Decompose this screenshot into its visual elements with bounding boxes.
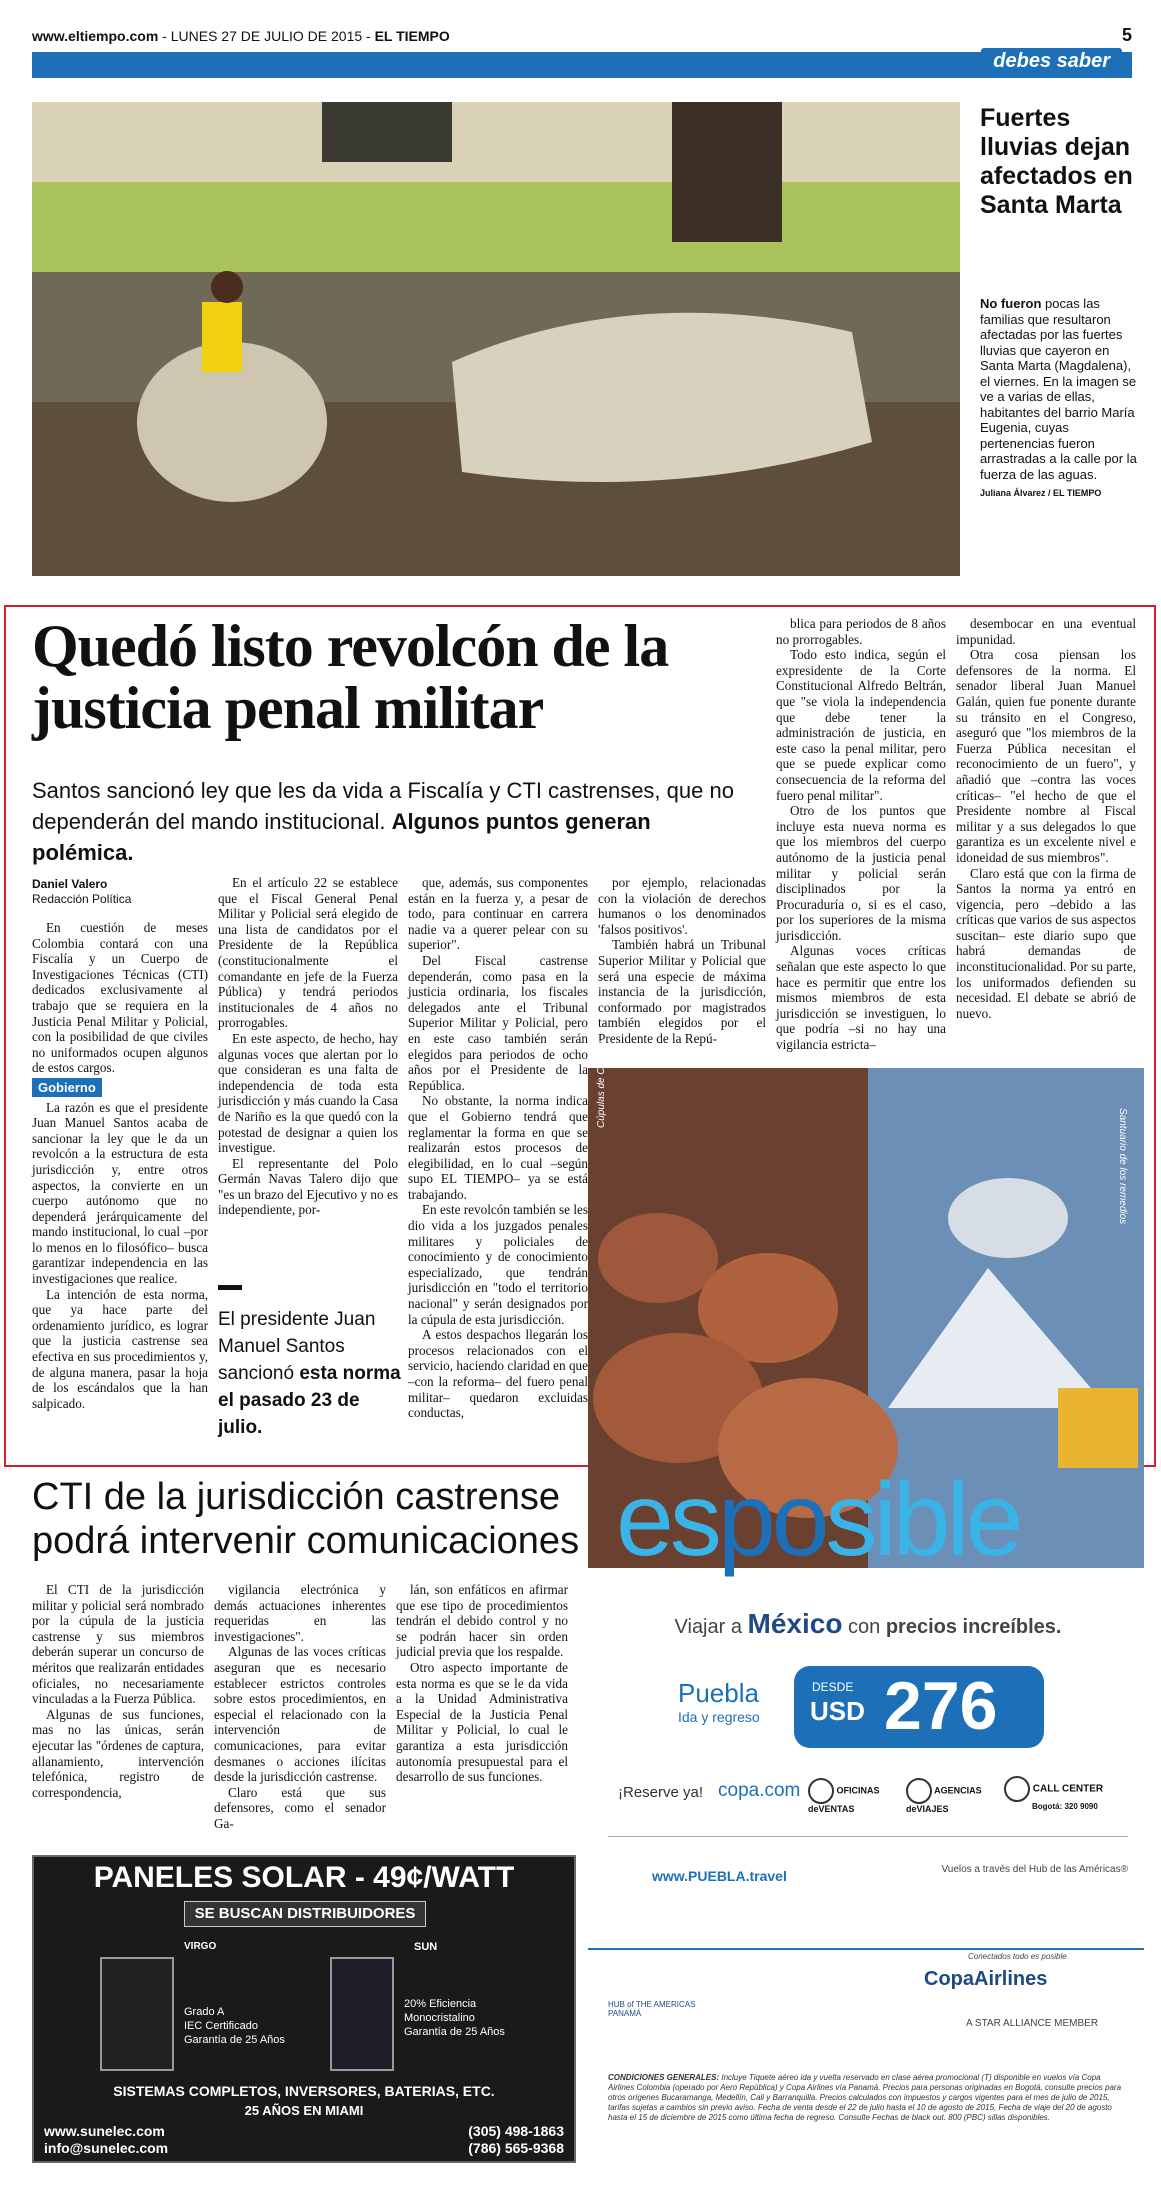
paragraph: También habrá un Tribunal Superior Militar y Policial que será una especie de máxima instancia de la jurisdicción, conformado por magistrados también elegidos por el Presidente de la Repú- [598,937,766,1046]
article2-col-1 [32,1582,204,1800]
article-col-2 [218,875,398,1218]
agencias[interactable] [906,1778,986,1814]
price-box[interactable] [794,1666,1044,1748]
photo-credit: Juliana Álvarez / EL TIEMPO [980,488,1102,498]
caption-body [980,296,1140,482]
header-date: - LUNES 27 DE JULIO DE 2015 - [158,28,375,44]
solar-email[interactable]: info@sunelec.com [44,2140,169,2156]
conditions [608,2073,1128,2123]
line1-precios: precios increíbles. [885,1616,1062,1638]
spec2-line: Monocristalino [404,2012,475,2024]
solar-line2: 25 AÑOS EN MIAMI [244,2103,364,2118]
caption-text: pocas las familias que resultaron afectadas por las fuertes lluvias que cayeron en Santa Marta (Magdalena), el viernes. En la imagen se ve a varias de ellas, habitantes del barrio María Eugenia, cuyas pertenencias fueron arrastradas a la calle por la fuerza de las aguas. [980,296,1137,482]
globe-icon [906,1778,932,1804]
page-number: 5 [1121,25,1132,45]
paragraph: que, además, sus componentes están en la fuerza y, a pesar de todo, para continuar en carrera nadie va a querer pelear con su superior". [408,875,588,953]
brand1: VIRGO [184,1941,217,1952]
panel-1 [100,1957,174,2071]
paragraph: por ejemplo, relacionadas con la violación de derechos humanos o los denominados 'falsos positivos'. [598,875,766,937]
article-headline: Quedó listo revolcón de la justicia penal militar [32,613,669,741]
paragraph: No obstante, la norma indica que el Gobierno tendrá que reglamentar la forma en que se realizarán estos procesos de elegibilidad, en lo cual –según supo EL TIEMPO– ya se está trabajando. [408,1093,588,1202]
spec1-line: Garantía de 25 Años [184,2034,285,2046]
spec2 [404,1997,505,2039]
paragraph: En este revolcón también se les dio vida a los juzgados penales militares y policiales de conocimiento y de conocimiento especializado, que tendrán jurisdicción en "todo el territorio nacional" y serán designados por la cúpula de esta jurisdicción. [408,1202,588,1327]
phone-icon [1004,1776,1030,1802]
paragraph: lán, son enfáticos en afirmar que ese tipo de procedimientos tendrán el debido control y no se podrán hacer sin orden judicial previa que los respalde. [396,1582,568,1660]
site-url[interactable]: www.eltiempo.com [32,28,159,44]
oficinas[interactable] [808,1778,888,1814]
paragraph: En el artículo 22 se establece que el Fiscal General Penal Militar y Policial será elegido de una lista de candidatos por el Presidente de la República (constitucionalmente el comandante en jefe de la Fuerza Pública) y tendrá periodos institucionales de 4 años no prorrogables. [218,875,398,1031]
paragraph: Algunas de sus funciones, mas no las únicas, serán ejecutar las "órdenes de captura, allanamiento, intervención telefónica, registro de correspondencia, [32,1706,204,1800]
store-icon [808,1778,834,1804]
spec2-line: Garantía de 25 Años [404,2026,505,2038]
paper-name: EL TIEMPO [374,28,450,44]
agencias-label: AGENCIAS deVIAJES [906,1785,982,1814]
city-name: Puebla [678,1678,759,1708]
pull-quote [218,1285,403,1441]
photo-label-right: Santuario de los remedios [1117,1108,1128,1225]
reserve-label: ¡Reserve ya! [618,1784,704,1801]
solar-ad[interactable] [32,1855,576,2163]
article2-headline: CTI de la jurisdicción castrense podrá intervenir comunicaciones [32,1476,580,1562]
paragraph: Claro está que sus defensores, como el senador Ga- [214,1784,386,1831]
article-col-6 [956,616,1136,1021]
connected-text: Conectados todo es posible [968,1952,1067,1961]
spec1-line: IEC Certificado [184,2020,258,2032]
trip-type: Ida y regreso [678,1709,760,1725]
solar-phone[interactable]: (305) 498-1863 [468,2123,564,2139]
divider [608,1836,1128,1837]
byline [32,877,131,907]
article-col-1 [32,920,208,1411]
slogan-po: po [717,1462,826,1578]
photo-label-left: Cúpulas de Cholula [596,1040,607,1128]
spec1 [184,2005,285,2047]
spec2-line: 20% Eficiencia [404,1998,477,2010]
caption-lead: No fueron [980,296,1042,311]
paragraph: Todo esto indica, según el expresidente de la Corte Constitucional Alfredo Beltrán, que "se viola la independencia que debe tener la administración de justicia, en este caso la penal militar, pero que se puede explicar como consecuencia de la reforma del fuero penal militar". [776,647,946,803]
spec1-line: Grado A [184,2006,225,2018]
paragraph: El representante del Polo Germán Navas Talero dijo que "es un brazo del Ejecutivo y no es independiente, por- [218,1155,398,1218]
paragraph: Algunas de las voces críticas aseguran que es necesario establecer estrictos controles sobre estos procedimientos, en especial el relacionado con la intervención de comunicaciones, para evitar desmanes o acciones ilícitas desde la jurisdicción castrense. [214,1644,386,1785]
author: Daniel Valero [32,877,108,891]
slogan-sible: sible [825,1462,1020,1578]
price-value: 276 [884,1668,998,1744]
article-col-5 [776,616,946,1053]
paragraph: Otro aspecto importante de esta norma es que se le da vida a la Unidad Administrativa Especial de la Justicia Penal Militar y Policial, lo cual le garantiza a esta jurisdicción autonomía presupuestal para el desarrollo de sus funciones. [396,1659,568,1785]
hub-text: Vuelos a través del Hub de las Américas® [941,1864,1128,1875]
flood-photo [32,102,960,576]
paragraph: blica para periodos de 8 años no prorrogables. [776,616,946,647]
slogan-es: es [616,1462,718,1578]
paragraph: vigilancia electrónica y demás actuaciones inherentes requeridas en las investigaciones". [214,1582,386,1644]
solar-phones [468,2123,564,2157]
oficinas-label: OFICINAS deVENTAS [808,1785,880,1814]
article2-col-3 [396,1582,568,1785]
paragraph: A estos despachos llegarán los procesos relacionados con el servicio, haciendo claridad en que –con la reforma– del fuero penal militar– quedaron excluidas conductas, [408,1327,588,1421]
panel-2 [330,1957,394,2071]
callcenter-label: CALL CENTER [1032,1783,1104,1795]
quote-bar [218,1285,242,1290]
paragraph: El CTI de la jurisdicción militar y policial será nombrado por la cúpula de la justicia castrense y sus miembros deberán superar un concurso de méritos que realizarán entidades oficiales, no necesariamente vinculadas a la Fuerza Pública. [32,1582,204,1707]
solar-contacts [44,2123,168,2157]
paragraph: desembocar en una eventual impunidad. [956,616,1136,647]
ad-line1 [608,1608,1128,1640]
solar-phone[interactable]: (786) 565-9368 [468,2140,564,2156]
paragraph: La intención de esta norma, que ya hace parte del ordenamiento jurídico, es lograr que la justicia castrense sea efectiva en sus procedimientos y, de alguna manera, pasar la hoja de los escándalos que la han salpicado. [32,1286,208,1411]
section-tag: debes saber [981,48,1122,75]
paragraph: Del Fiscal castrense dependerán, como pasa en la justicia ordinaria, los fiscales delegados ante el Tribunal Superior Militar y Policial, pero en este caso también serán elegidos para periodos de ocho años por el Presidente de la República. [408,952,588,1093]
copa-line [588,1948,1144,1950]
solar-web[interactable]: www.sunelec.com [44,2123,165,2139]
line1-mexico: México [747,1608,843,1639]
conditions-text: Incluye Tiquete aéreo ida y vuelta reservado en clase aérea promocional (T) disponible en vuelos vía Copa Airlines Colombia (operado por Aero República) y Copa Airlines vía Panamá. Precios para personas originadas en Bogotá, consulte precios para otros orígenes Bucaramanga, Medellín, Cali y Barranquilla. Precios calculados con impuestos y cargos vigentes para el mes de julio de 2015, tarifas sujetas a cambios sin previo aviso. Fecha de venta desde el 22 de julio hasta el 10 de agosto de 2015. Fecha de viaje del 20 de agosto hasta el 15 de diciembre de 2015 como última fecha de regreso. Consulte Fechas de black out. 800 (PBC) sillas disponibles. [608,2073,1122,2122]
paragraph: En este aspecto, de hecho, hay algunas voces que alertan por lo que consideran es una falta de independencia de toda esta jurisdicción y más cuando la Casa de Nariño es la que quedó con la potestad de designar a quien los investigue. [218,1030,398,1156]
line1-c: con [842,1616,886,1638]
quote-text: El presidente Juan Manuel Santos sancionó [218,1309,376,1384]
callcenter-number: Bogotá: 320 9090 [1032,1802,1098,1811]
callcenter[interactable] [1004,1776,1124,1811]
copa-ad[interactable] [588,1040,1144,2188]
puebla-site[interactable]: www.PUEBLA.travel [652,1868,787,1884]
paragraph: Claro está que con la firma de Santos la norma ya entró en vigencia, pero –debido a las críticas que varios de sus aspectos suscitan– este diario supo que habrá demandas de inconstitucionalidad. Por su parte, los uniformados defienden su necesidad. El debate se abrió de nuevo. [956,865,1136,1021]
conditions-title: CONDICIONES GENERALES: [608,2073,720,2082]
section-bar [32,52,1132,78]
price-desde: DESDE [812,1680,854,1694]
ad-slogan [616,1462,1020,1578]
article-col-4 [598,875,766,1047]
star-alliance: A STAR ALLIANCE MEMBER [966,2018,1099,2029]
ad-city [678,1678,760,1725]
section-badge: Gobierno [32,1078,102,1097]
copa-site[interactable]: copa.com [718,1780,801,1801]
page-header [32,25,1132,48]
solar-subtitle: SE BUSCAN DISTRIBUIDORES [184,1901,426,1927]
line1-a: Viajar a [674,1616,748,1638]
quote-bold: esta norma el pasado 23 de julio. [218,1363,401,1438]
brand2: SUN [414,1941,438,1953]
price-currency: USD [810,1696,865,1726]
article-dek [32,775,752,868]
paragraph: La razón es que el presidente Juan Manuel Santos acaba de sancionar la ley que le da un revolcón a la estructura de esta jurisdicción y, entre otros aspectos, la convierte en un cuerpo autónomo que no dependerá jerárquicamente del mando institucional, lo cual –por lo menos en lo filosófico– busca garantizar independencia en las investigaciones que realice. [32,1099,208,1287]
dek-bold: Algunos puntos generan polémica. [32,809,651,865]
paragraph: En cuestión de meses Colombia contará con una Fiscalía y un Cuerpo de Investigaciones Técnicas (CTI) dedicados exclusivamente al trabajo que se requiera en la Justicia Penal Militar y Policial, con la posibilidad de que civiles no uniformados ocupen algunos de estos cargos. [32,920,208,1076]
hub-logo: HUB of THE AMERICAS PANAMÁ [608,2000,696,2018]
caption-title: Fuertes lluvias dejan afectados en Santa Marta [980,104,1133,219]
solar-line1: SISTEMAS COMPLETOS, INVERSORES, BATERIAS, ETC. [113,2083,495,2099]
paragraph: Otro de los puntos que incluye esta nueva norma es que los miembros del cuerpo autónomo de la justicia penal militar y policial serán disciplinados por la Procuraduría o, si es el caso, por los superiores de la misma jurisdicción. [776,803,946,943]
article2-col-2 [214,1582,386,1832]
desk: Redacción Política [32,892,132,906]
dek-text: Santos sancionó ley que les da vida a Fiscalía y CTI castrenses, que no dependerán del mando institucional. [32,778,734,834]
paragraph: Algunas voces críticas señalan que este aspecto lo que hace es permitir que entre los mismos miembros de esta jurisdicción se investiguen, lo que podría –si no hay una vigilancia estricta– [776,943,946,1053]
copa-logo: CopaAirlines [924,1968,1048,1990]
article-col-3 [408,875,588,1421]
solar-title: PANELES SOLAR - 49¢/WATT [93,1861,515,1894]
paragraph: Otra cosa piensan los defensores de la norma. El senador liberal Juan Manuel Galán, quien fue ponente durante su tránsito en el Congreso, aseguró que "los miembros de la Fuerza Pública necesitan el reconocimiento de un fuero", y añadió que –contra las voces críticas– "el hecho de que el Presidente nombre al Fiscal militar y a sus delegados lo que garantiza es un excelente nivel e idoneidad de sus miembros". [956,647,1136,865]
